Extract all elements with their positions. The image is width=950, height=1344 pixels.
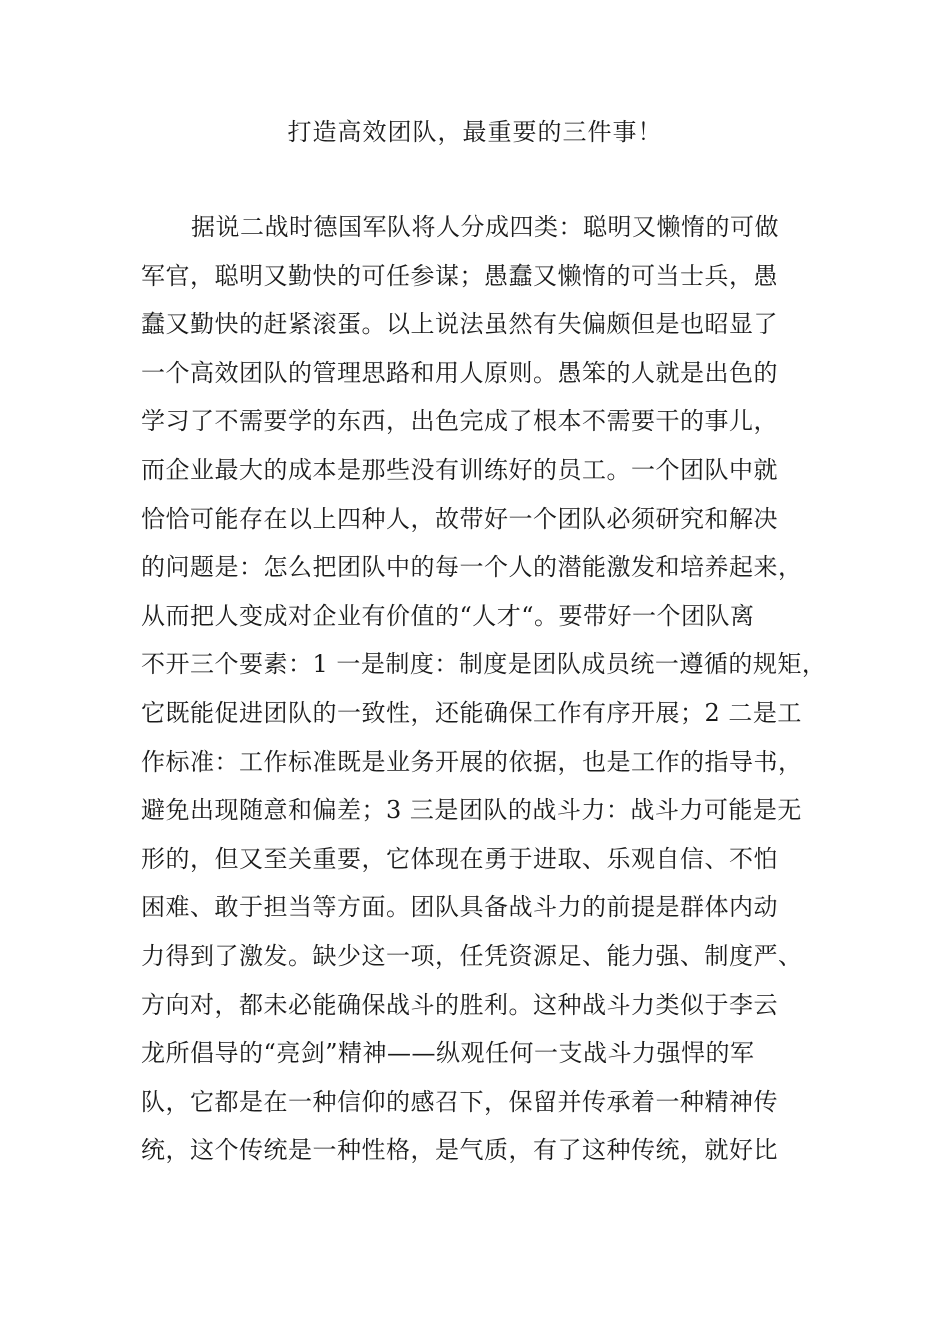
document-title: 打造高效团队，最重要的三件事！ <box>287 118 663 146</box>
body-line: 它既能促进团队的一致性，还能确保工作有序开展；2 二是工 <box>141 698 802 727</box>
body-line: 一个高效团队的管理思路和用人原则。愚笨的人就是出色的 <box>141 358 778 387</box>
body-line: 形的，但又至关重要，它体现在勇于进取、乐观自信、不怕 <box>141 844 778 873</box>
body-line: 军官，聪明又勤快的可任参谋；愚蠢又懒惰的可当士兵，愚 <box>141 261 778 290</box>
body-line: 而企业最大的成本是那些没有训练好的员工。一个团队中就 <box>141 455 778 484</box>
body-line: 不开三个要素：1 一是制度：制度是团队成员统一遵循的规矩， <box>141 650 827 679</box>
body-line: 龙所倡导的“亮剑”精神——纵观任何一支战斗力强悍的军 <box>141 1039 755 1068</box>
body-line: 方向对，都未必能确保战斗的胜利。这种战斗力类似于李云 <box>141 990 778 1019</box>
body-line: 据说二战时德国军队将人分成四类：聪明又懒惰的可做 <box>191 213 779 241</box>
document-body <box>141 203 861 1175</box>
body-line: 从而把人变成对企业有价值的“人才“。要带好一个团队离 <box>141 601 755 630</box>
body-line: 蠢又勤快的赶紧滚蛋。以上说法虽然有失偏颇但是也昭显了 <box>141 310 778 339</box>
body-line: 的问题是：怎么把团队中的每一个人的潜能激发和培养起来， <box>141 553 803 582</box>
body-line: 学习了不需要学的东西，出色完成了根本不需要干的事儿， <box>141 407 778 436</box>
body-line: 力得到了激发。缺少这一项，任凭资源足、能力强、制度严、 <box>141 941 803 970</box>
body-line: 作标准：工作标准既是业务开展的依据，也是工作的指导书， <box>141 747 803 776</box>
body-line: 队，它都是在一种信仰的感召下，保留并传承着一种精神传 <box>141 1087 778 1116</box>
body-line: 困难、敢于担当等方面。团队具备战斗力的前提是群体内动 <box>141 893 778 922</box>
body-line: 避免出现随意和偏差；3 三是团队的战斗力：战斗力可能是无 <box>141 796 802 825</box>
body-line: 恰恰可能存在以上四种人，故带好一个团队必须研究和解决 <box>141 504 778 533</box>
body-line: 统，这个传统是一种性格，是气质，有了这种传统，就好比 <box>141 1136 778 1165</box>
